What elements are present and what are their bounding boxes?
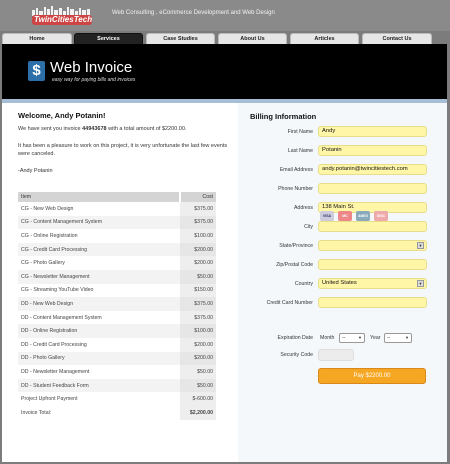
message-mid: with a total amount of: [108, 126, 161, 132]
tab-case-studies[interactable]: Case Studies: [146, 33, 215, 44]
first-name-field[interactable]: Andy: [318, 126, 427, 137]
table-row: [18, 392, 216, 406]
cost-cell: $375.00: [180, 297, 216, 311]
item-cell: CG - New Web Design: [21, 205, 74, 212]
table-header-row: [18, 192, 216, 202]
mastercard-icon: MC: [338, 211, 352, 221]
invoice-total-row: [18, 406, 216, 420]
label-email: Email Address: [279, 167, 313, 173]
message-amount: $2200.00.: [161, 126, 187, 132]
discover-icon: DISC: [374, 211, 388, 221]
label-country: Country: [294, 281, 313, 287]
security-code-field[interactable]: [318, 349, 354, 361]
phone-field[interactable]: [318, 183, 427, 194]
email-field[interactable]: andy.potanin@twincitiestech.com: [318, 164, 427, 175]
table-row: [18, 270, 216, 284]
invoice-number: 44943678: [82, 126, 107, 132]
month-select[interactable]: [339, 333, 365, 343]
table-row: [18, 284, 216, 298]
cost-cell: $375.00: [180, 216, 216, 230]
banner-subtitle: easy way for paying bills and invoices: [52, 77, 136, 83]
table-row: [18, 352, 216, 366]
signature: -Andy Potanin: [18, 168, 53, 174]
pay-button[interactable]: Pay $2200.00: [318, 368, 426, 384]
country-select[interactable]: [318, 278, 427, 289]
item-cell: CG - Credit Card Processing: [18, 243, 180, 257]
chevron-down-icon: ▼: [358, 335, 362, 340]
cost-cell: $375.00: [180, 202, 216, 216]
total-label: Invoice Total:: [21, 409, 52, 416]
table-row: [18, 256, 216, 270]
cost-cell: $100.00: [180, 229, 216, 243]
visa-icon: VISA: [320, 211, 334, 221]
header-cost: Cost: [180, 192, 216, 202]
invoice-table: [18, 192, 216, 420]
label-security-code: Security Code: [280, 352, 313, 358]
item-cell: DD - Credit Card Processing: [21, 341, 87, 348]
cost-cell: $375.00: [180, 311, 216, 325]
cost-cell: $200.00: [180, 243, 216, 257]
item-cell: CG - Photo Gallery: [21, 260, 65, 267]
table-row: [18, 216, 216, 230]
top-bar: [0, 0, 450, 31]
header-item: Item: [18, 192, 180, 202]
amex-icon: AMEX: [356, 211, 370, 221]
month-label: Month: [320, 335, 335, 341]
message-prefix: We have sent you invoice: [18, 126, 81, 132]
label-city: City: [304, 224, 313, 230]
chevron-down-icon: ▼: [418, 243, 423, 248]
label-zip: Zip/Postal Code: [276, 262, 313, 268]
chevron-down-icon: ▼: [418, 281, 423, 286]
table-row: [18, 379, 216, 393]
year-label: Year: [370, 335, 381, 341]
item-cell: Project Upfront Payment: [21, 396, 78, 403]
address-field[interactable]: 138 Main St.: [318, 202, 427, 213]
chevron-down-icon: ▼: [405, 335, 409, 340]
label-last-name: Last Name: [287, 148, 313, 154]
card-number-field[interactable]: [318, 297, 427, 308]
cost-cell: $200.00: [180, 338, 216, 352]
tab-home[interactable]: Home: [2, 33, 72, 44]
country-value: United States: [322, 280, 357, 286]
label-address: Address: [293, 205, 313, 211]
table-row: [18, 365, 216, 379]
table-row: [18, 297, 216, 311]
main-nav: [2, 33, 447, 44]
label-card-number: Credit Card Number: [266, 300, 313, 306]
last-name-field[interactable]: Potanin: [318, 145, 427, 156]
table-row: [18, 324, 216, 338]
zip-field[interactable]: [318, 259, 427, 270]
cost-cell: $150.00: [180, 284, 216, 298]
label-expiration: Expiration Date: [277, 335, 313, 341]
item-cell: CG - Content Management System: [18, 216, 180, 230]
tab-articles[interactable]: Articles: [290, 33, 359, 44]
tab-about-us[interactable]: About Us: [218, 33, 287, 44]
cost-cell: $50.00: [180, 270, 216, 284]
welcome-heading: Welcome, Andy Potanin!: [18, 111, 106, 120]
cost-cell: $50.00: [180, 379, 216, 393]
item-cell: DD - Student Feedback Form: [18, 379, 180, 393]
table-row: [18, 229, 216, 243]
item-cell: CG - Newsletter Management: [18, 270, 180, 284]
pleasure-message: It has been a pleasure to work on this project, it is very unfortunate the last few events were canceled.: [18, 143, 228, 157]
label-first-name: First Name: [287, 129, 313, 135]
tab-services[interactable]: Services: [74, 33, 143, 44]
table-row: [18, 243, 216, 257]
site-logo[interactable]: [28, 6, 96, 26]
site-tagline: Web Consulting , eCommerce Development and Web Design: [112, 10, 275, 16]
table-row: [18, 311, 216, 325]
table-row: [18, 202, 216, 216]
item-cell: CG - Online Registration: [21, 232, 78, 239]
cost-cell: $200.00: [180, 256, 216, 270]
logo-text: TwinCitiesTech: [34, 15, 93, 24]
cost-cell: $200.00: [180, 352, 216, 366]
item-cell: DD - Online Registration: [18, 324, 180, 338]
label-phone: Phone Number: [278, 186, 313, 192]
tab-contact-us[interactable]: Contact Us: [362, 33, 432, 44]
cost-cell: $100.00: [180, 324, 216, 338]
invoice-message: [18, 125, 228, 133]
dollar-icon: $: [28, 61, 45, 81]
year-value: --: [387, 335, 391, 341]
month-value: --: [342, 335, 346, 341]
item-cell: DD - Content Management System: [21, 314, 102, 321]
billing-title: Billing Information: [250, 112, 317, 121]
table-row: [18, 338, 216, 352]
item-cell: DD - Newsletter Management: [21, 368, 90, 375]
item-cell: DD - Photo Gallery: [18, 352, 180, 366]
year-select[interactable]: [384, 333, 412, 343]
state-select[interactable]: [318, 240, 427, 251]
label-state: State/Province: [279, 243, 313, 249]
item-cell: CG - Streaming YouTube Video: [21, 287, 94, 294]
item-cell: DD - New Web Design: [18, 297, 180, 311]
banner-title: Web Invoice: [50, 59, 133, 76]
city-field[interactable]: [318, 221, 427, 232]
cost-cell: $-600.00: [180, 392, 216, 406]
cost-cell: $50.00: [180, 365, 216, 379]
total-value: $2,200.00: [180, 406, 216, 420]
